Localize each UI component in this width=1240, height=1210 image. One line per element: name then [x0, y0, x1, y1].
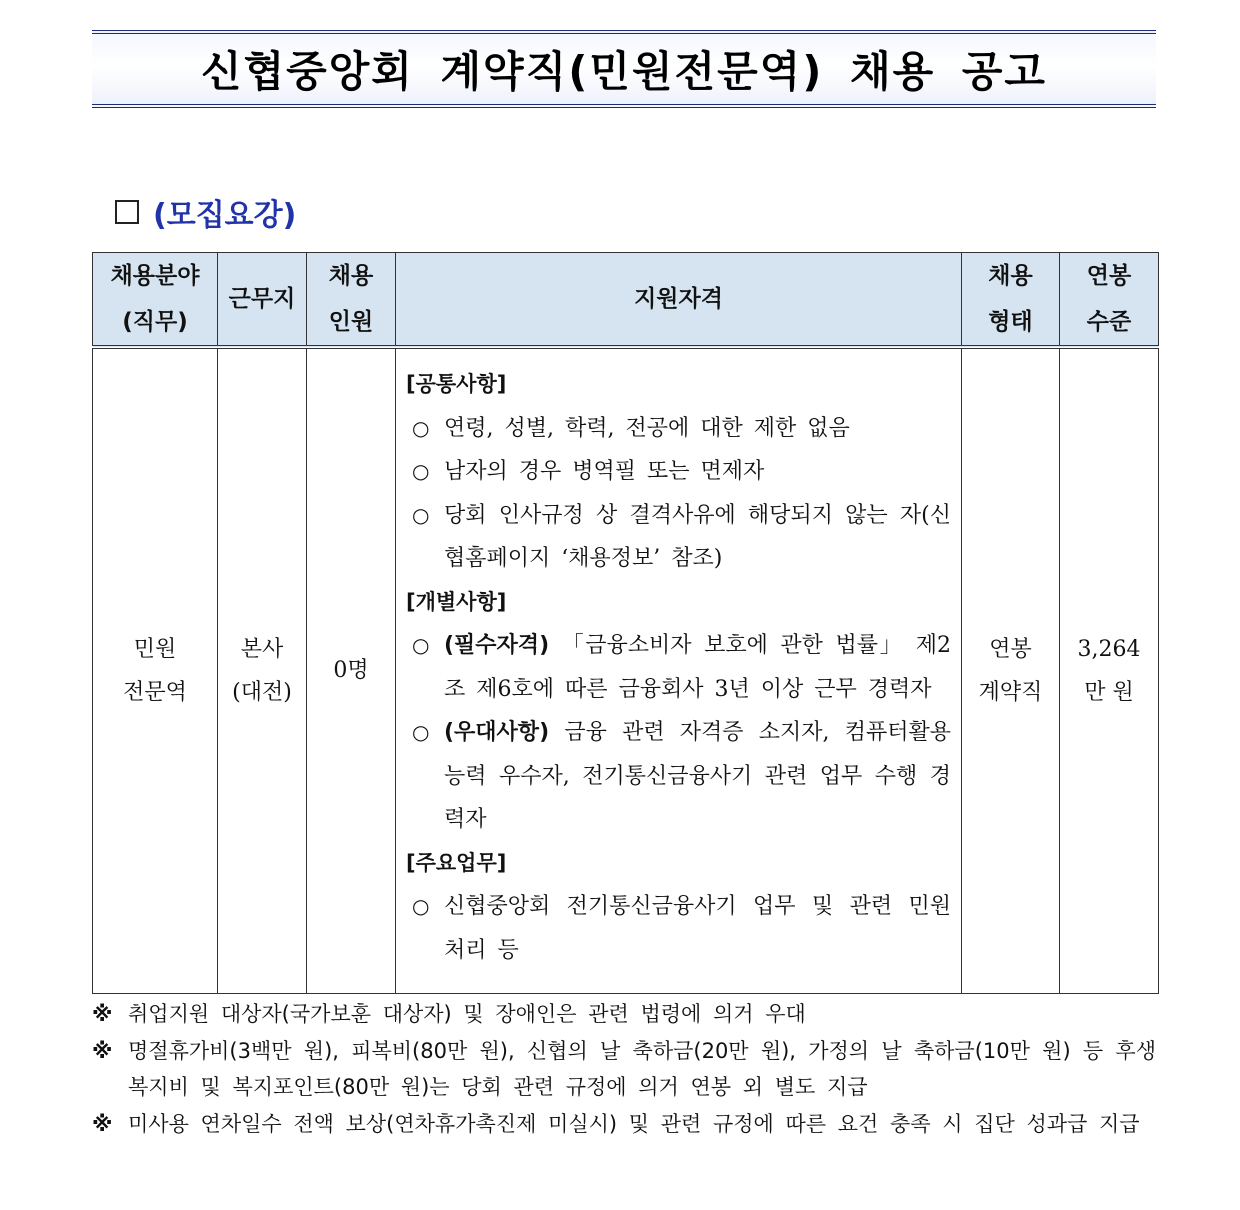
common-item-text: 당회 인사규정 상 결격사유에 해당되지 않는 자(신협홈페이지 ‘채용정보’ 참조) — [444, 502, 951, 571]
common-item-text: 연령, 성별, 학력, 전공에 대한 제한 없음 — [444, 415, 850, 441]
page-title: 신협중앙회 계약직(민원전문역) 채용 공고 — [201, 47, 1047, 96]
footnotes — [92, 996, 1156, 1142]
recruitment-table — [92, 252, 1159, 994]
section-heading — [115, 190, 296, 234]
cell-qualification — [396, 347, 962, 993]
list-item — [406, 624, 951, 711]
type-line1: 연봉 — [989, 636, 1032, 662]
header-qualification: 지원자격 — [396, 253, 962, 348]
footnote-item — [92, 1033, 1156, 1106]
list-item — [406, 885, 951, 972]
individual-item-text — [444, 624, 951, 711]
cell-salary — [1060, 347, 1159, 993]
field-line2: 전문역 — [123, 679, 187, 705]
cell-headcount: 0명 — [307, 347, 396, 993]
header-headcount-line2: 인원 — [328, 309, 374, 335]
duty-item-text: 신협중앙회 전기통신금융사기 업무 및 관련 민원 처리 등 — [444, 894, 951, 963]
item-body: 금융 관련 자격증 소지자, 컴퓨터활용 능력 우수자, 전기통신금융사기 관련 업무 수행 경력자 — [444, 720, 951, 832]
section-label: (모집요강) — [153, 198, 297, 233]
type-line2: 계약직 — [978, 679, 1043, 705]
location-line2: (대전) — [232, 679, 292, 705]
cell-location — [218, 347, 307, 993]
header-field-line1: 채용분야 — [110, 263, 200, 289]
list-item — [406, 407, 951, 451]
header-salary-line2: 수준 — [1086, 309, 1132, 335]
table-header-row — [93, 253, 1159, 348]
circle-bullet-icon: ○ — [412, 894, 430, 918]
circle-bullet-icon: ○ — [412, 633, 430, 657]
footnote-item — [92, 1106, 1156, 1143]
header-salary — [1060, 253, 1159, 348]
item-tag: (필수자격) — [444, 633, 550, 658]
field-line1: 민원 — [133, 636, 177, 662]
header-headcount — [307, 253, 396, 348]
circle-bullet-icon: ○ — [412, 415, 430, 440]
header-headcount-line1: 채용 — [328, 263, 374, 289]
individual-item-text — [444, 711, 951, 842]
list-item — [406, 450, 951, 494]
salary-line1: 3,264 — [1077, 636, 1141, 662]
header-type — [962, 253, 1060, 348]
reference-mark-icon: ※ — [92, 1038, 113, 1063]
circle-bullet-icon: ○ — [412, 502, 430, 527]
square-bullet-icon — [115, 200, 139, 224]
item-tag: (우대사항) — [444, 720, 550, 745]
header-location: 근무지 — [218, 253, 307, 348]
footnote-text: 미사용 연차일수 전액 보상(연차휴가촉진제 미실시) 및 관련 규정에 따른 요건 충족 시 집단 성과급 지급 — [128, 1111, 1140, 1136]
header-field-line2: (직무) — [122, 309, 188, 335]
cell-type — [962, 347, 1060, 993]
location-line1: 본사 — [240, 636, 284, 662]
list-item — [406, 711, 951, 842]
footnote-text: 명절휴가비(3백만 원), 피복비(80만 원), 신협의 날 축하금(20만 원), 가정의 날 축하금(10만 원) 등 후생복지비 및 복지포인트(80만 원)는 당회 관련 규정에 의거 연봉 외 별도 지급 — [128, 1038, 1156, 1099]
header-type-line1: 채용 — [988, 263, 1033, 289]
reference-mark-icon: ※ — [92, 1111, 113, 1136]
footnote-text: 취업지원 대상자(국가보훈 대상자) 및 장애인은 관련 법령에 의거 우대 — [128, 1002, 806, 1026]
common-item-text: 남자의 경우 병역필 또는 면제자 — [444, 459, 765, 484]
circle-bullet-icon: ○ — [412, 720, 430, 744]
title-banner — [92, 30, 1156, 108]
header-salary-line1: 연봉 — [1086, 263, 1132, 289]
common-title: [공통사항] — [406, 372, 507, 396]
cell-field — [93, 347, 218, 993]
duty-title: [주요업무] — [406, 850, 507, 875]
circle-bullet-icon: ○ — [412, 459, 430, 483]
reference-mark-icon: ※ — [92, 1002, 113, 1026]
salary-line2: 만 원 — [1084, 679, 1134, 705]
item-body: 「금융소비자 보호에 관한 법률」 제2조 제6호에 따른 금융회사 3년 이상 근무 경력자 — [444, 633, 951, 702]
header-type-line2: 형태 — [988, 309, 1033, 335]
header-field — [93, 253, 218, 348]
list-item — [406, 494, 951, 581]
table-row — [93, 347, 1159, 993]
footnote-item — [92, 996, 1156, 1033]
individual-title: [개별사항] — [406, 589, 507, 614]
